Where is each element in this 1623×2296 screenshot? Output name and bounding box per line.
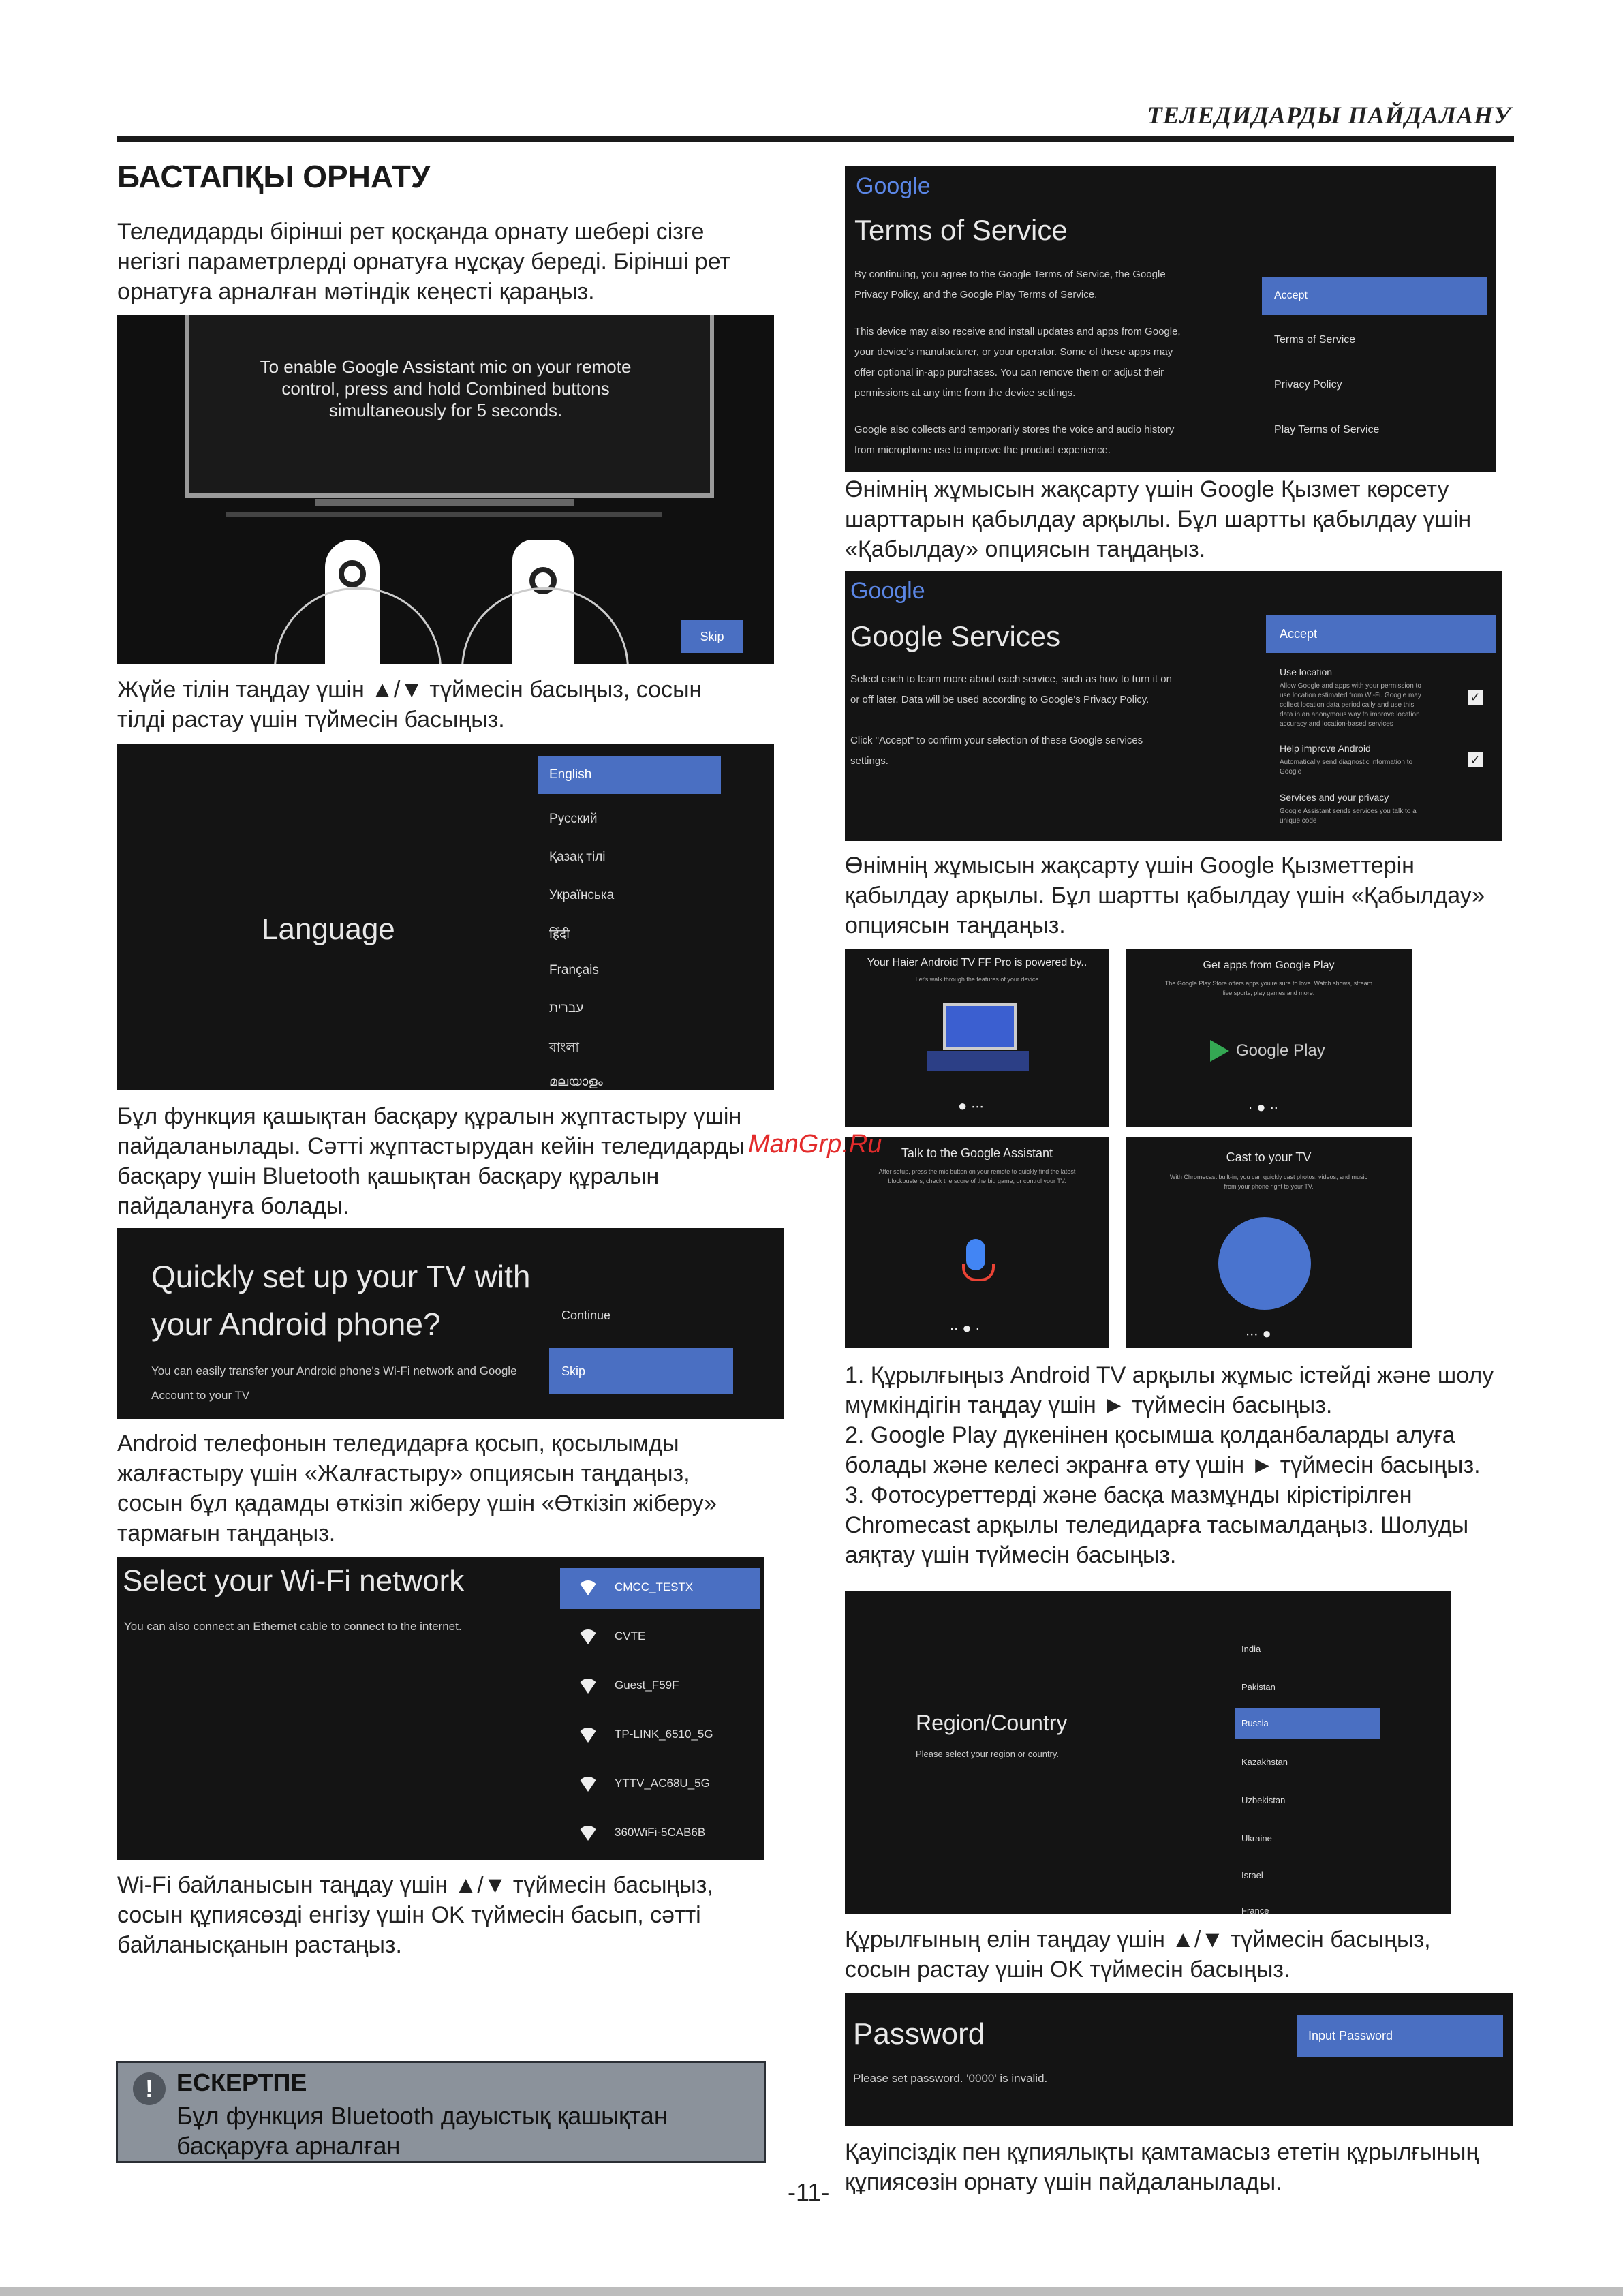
exclamation-icon: ! — [133, 2072, 166, 2105]
wifi-lock-icon — [578, 1826, 598, 1841]
google-logo: Google — [856, 173, 931, 199]
language-item[interactable]: Français — [549, 963, 599, 977]
wifi-lock-icon — [578, 1777, 598, 1792]
cast-illustration-icon — [1218, 1217, 1311, 1310]
terms-caption: Өнімнің жұмысын жақсарту үшін Google Қызмет көрсету шарттарын қабылдау арқылы. Бұл шартты қабылдау үшін «Қабылдау» опциясын таңдаңыз. — [845, 476, 1472, 562]
bluetooth-caption: Бұл функция қашықтан басқару құралын жұптастыру үшін пайдаланылады. Сәтті жұптастырудан кейін теледидарды басқару үшін Bluetooth қашықтан басқару құралын пайдалануға болады. — [117, 1103, 745, 1219]
wifi-network-selected[interactable]: CMCC_TESTX — [560, 1568, 760, 1609]
password-description: Please set password. '0000' is invalid. — [853, 2072, 1048, 2085]
wifi-icon — [578, 1580, 598, 1595]
tour-steps: 1. Құрылғыңыз Android TV арқылы жұмыс істейді және шолу мүмкіндігін таңдау үшін ► түймесін басыңыз. 2. Google Play дүкенінен қосымша қолданбаларды алуға болады және келесі экранға өту үшін ► түймесін басыңыз. 3. Фотосуреттерді және басқа мазмұнды кірістірілген Chromecast арқылы теледидарға тасымалдаңыз. Шолуды аяқтау үшін түймесін басыңыз. — [845, 1362, 1494, 1568]
region-item[interactable]: Pakistan — [1241, 1682, 1276, 1692]
region-item[interactable]: Israel — [1241, 1870, 1263, 1880]
wifi-network[interactable]: CVTE — [560, 1617, 760, 1658]
page-dots-icon: ∙∙∙ ● — [1246, 1325, 1271, 1342]
google-play-icon — [1210, 1040, 1229, 1062]
watermark: ManGrp.Ru — [748, 1130, 882, 1159]
region-item-selected[interactable]: Russia — [1235, 1708, 1380, 1739]
privacy-link[interactable]: Privacy Policy — [1274, 379, 1342, 391]
region-description: Please select your region or country. — [916, 1749, 1060, 1759]
quick-setup-title: Quickly set up your TV with your Android phone? — [151, 1259, 531, 1342]
note-text: Бұл функция Bluetooth дауыстық қашықтан басқаруға арналған — [176, 2102, 668, 2160]
services-title: Google Services — [850, 620, 1061, 652]
language-item[interactable]: हिंदी — [549, 928, 570, 942]
tile-powered-by: Your Haier Android TV FF Pro is powered by.. Let's walk through the features of your device ● ∙∙∙ — [845, 949, 1109, 1127]
wifi-description: You can also connect an Ethernet cable to connect to the internet. — [124, 1620, 462, 1633]
terms-body: By continuing, you agree to the Google Terms of Service, the Google Privacy Policy, and the Google Play Terms of Service. This device may also receive and install updates and apps from Google, your device's manufacturer, or your operator. Some of these apps may offer optional in-app purchases. You can remove them or adjust their permissions at any time from the device settings. Google also collects and temporarily stores the voice and audio history from microphone use to improve the product experience. — [854, 269, 1181, 456]
tv-stand — [315, 499, 574, 506]
input-password-button[interactable]: Input Password — [1297, 2015, 1503, 2057]
language-item[interactable]: മലയാളം — [549, 1075, 603, 1089]
region-item[interactable]: Kazakhstan — [1241, 1757, 1288, 1767]
terms-link[interactable]: Terms of Service — [1274, 334, 1356, 346]
wifi-network[interactable]: YTTV_AC68U_5G — [560, 1764, 760, 1805]
wifi-title: Select your Wi-Fi network — [123, 1564, 465, 1597]
intro-paragraph: Теледидарды бірінші рет қосқанда орнату шебері сізге негізгі параметрлерді орнатуға нұсқау береді. Бірінші рет орнатуға арналған мәтіндік кеңесті қараңыз. — [117, 219, 731, 305]
region-title: Region/Country — [916, 1711, 1068, 1735]
wifi-network[interactable]: 360WiFi-5CAB6B — [560, 1813, 760, 1854]
region-item[interactable]: India — [1241, 1644, 1261, 1654]
note-box — [116, 2061, 766, 2163]
android-caption: Android телефонын теледидарға қосып, қосылымды жалғастыру үшін «Жалғастыру» опциясын таңдаңыз, сосын бұл қадамды өткізіп жіберу үшін «Өткізіп жіберу» тармағын таңдаңыз. — [117, 1430, 717, 1546]
password-caption: Қауіпсіздік пен құпиялықты қамтамасыз ететін құрылғының құпиясөзін орнату үшін пайдаланылады. — [845, 2139, 1479, 2195]
accept-button[interactable]: Accept — [1266, 615, 1496, 653]
skip-button[interactable]: Skip — [681, 620, 743, 653]
wifi-icon — [578, 1629, 598, 1644]
language-caption: Жүйе тілін таңдау үшін ▲/▼ түймесін басыңыз, сосын тілді растау үшін түймесін басыңыз. — [117, 677, 702, 733]
services-caption: Өнімнің жұмысын жақсарту үшін Google Қызметтерін қабылдау арқылы. Бұл шартты қабылдау үшін «Қабылдау» опциясын таңдаңыз. — [845, 853, 1485, 938]
section-heading: БАСТАПҚЫ ОРНАТУ — [117, 159, 431, 194]
note-title: ЕСКЕРТПЕ — [176, 2068, 307, 2096]
assistant-screenshot — [117, 315, 774, 664]
tile-cast: Cast to your TV With Chromecast built-in, you can quickly cast photos, videos, and music from your phone right to your TV. ∙∙∙ ● — [1126, 1137, 1412, 1348]
help-improve-option[interactable]: Help improve Android Automatically send diagnostic information to Google — [1280, 743, 1413, 776]
tile-google-play: Get apps from Google Play The Google Play Store offers apps you're sure to love. Watch shows, stream live sports, play games and more. Google Play ∙ ● ∙∙ — [1126, 949, 1412, 1127]
language-item[interactable]: বাংলা — [549, 1041, 579, 1055]
hands-left-icon — [274, 587, 442, 664]
language-item-english[interactable]: English — [538, 756, 721, 794]
accept-button[interactable]: Accept — [1262, 277, 1487, 315]
skip-option[interactable]: Skip — [549, 1348, 733, 1394]
checkbox-checked-icon[interactable]: ✓ — [1468, 752, 1483, 767]
page-dots-icon: ● ∙∙∙ — [958, 1097, 984, 1114]
privacy-option[interactable]: Services and your privacy Google Assistant sends services you talk to a unique code — [1280, 792, 1417, 825]
terms-screenshot — [845, 166, 1496, 472]
region-item[interactable]: Ukraine — [1241, 1833, 1272, 1843]
play-terms-link[interactable]: Play Terms of Service — [1274, 424, 1380, 435]
use-location-option[interactable]: Use location Allow Google and apps with your permission to use location estimated from Wi-Fi. Google may collect location data periodically and use this data in an anonymous way to improve location accuracy and location-based services — [1280, 667, 1421, 728]
quick-setup-screenshot — [117, 1228, 784, 1419]
terms-title: Terms of Service — [854, 214, 1068, 246]
wifi-network[interactable]: Guest_F59F — [560, 1666, 760, 1707]
language-item[interactable]: עברית — [549, 1001, 584, 1015]
password-screenshot — [845, 1993, 1513, 2126]
assistant-message: To enable Google Assistant mic on your remote control, press and hold Combined buttons simultaneously for 5 seconds. — [260, 356, 632, 420]
password-title: Password — [853, 2017, 985, 2051]
tv-illustration-icon — [943, 1003, 1017, 1050]
google-play-label: Google Play — [1236, 1041, 1325, 1060]
bottom-rule — [0, 2287, 1623, 2296]
page-number: -11- — [788, 2178, 830, 2206]
page-dots-icon: ∙∙ ● ∙ — [950, 1319, 980, 1336]
language-title: Language — [262, 913, 395, 946]
tv-stand-icon — [927, 1051, 1029, 1071]
google-services-screenshot — [845, 571, 1502, 841]
region-item[interactable]: France — [1241, 1905, 1269, 1914]
wifi-lock-icon — [578, 1728, 598, 1743]
region-caption: Құрылғының елін таңдау үшін ▲/▼ түймесін басыңыз, сосын растау үшін OK түймесін басыңыз. — [845, 1927, 1431, 1983]
services-body: Select each to learn more about each service, such as how to turn it on or off later. Data will be used according to Google's Privacy Policy. Click "Accept" to confirm your selection of these Google services settings. — [850, 673, 1172, 767]
region-item[interactable]: Uzbekistan — [1241, 1795, 1286, 1805]
page-dots-icon: ∙ ● ∙∙ — [1248, 1099, 1278, 1116]
language-item[interactable]: Қазақ тілі — [549, 850, 606, 864]
header-rule — [117, 136, 1514, 142]
tile-google-assistant: Talk to the Google Assistant After setup, press the mic button on your remote to quickly find the latest blockbusters, check the score of the big game, or control your TV. ∙∙ ● ∙ — [845, 1137, 1109, 1348]
language-item[interactable]: Українська — [549, 888, 615, 902]
google-logo: Google — [850, 578, 925, 604]
language-screenshot — [117, 744, 774, 1090]
wifi-caption: Wi-Fi байланысын таңдау үшін ▲/▼ түймесін басыңыз, сосын құпиясөзді енгізу үшін OK түймесін басып, сәтті байланысқанын растаңыз. — [117, 1872, 713, 1958]
wifi-network[interactable]: TP-LINK_6510_5G — [560, 1715, 760, 1756]
quick-setup-description: You can easily transfer your Android phone's Wi-Fi network and Google Account to your TV — [151, 1364, 517, 1402]
wifi-screenshot — [117, 1557, 764, 1860]
tv-base — [226, 512, 662, 517]
running-header: ТЕЛЕДИДАРДЫ ПАЙДАЛАНУ — [1147, 102, 1511, 129]
language-item[interactable]: Русский — [549, 812, 598, 826]
continue-option[interactable]: Continue — [561, 1308, 611, 1322]
hands-right-icon — [461, 587, 629, 664]
ok-icon — [292, 708, 319, 733]
checkbox-checked-icon[interactable]: ✓ — [1468, 690, 1483, 705]
region-screenshot — [845, 1591, 1451, 1914]
wifi-lock-icon — [578, 1679, 598, 1694]
